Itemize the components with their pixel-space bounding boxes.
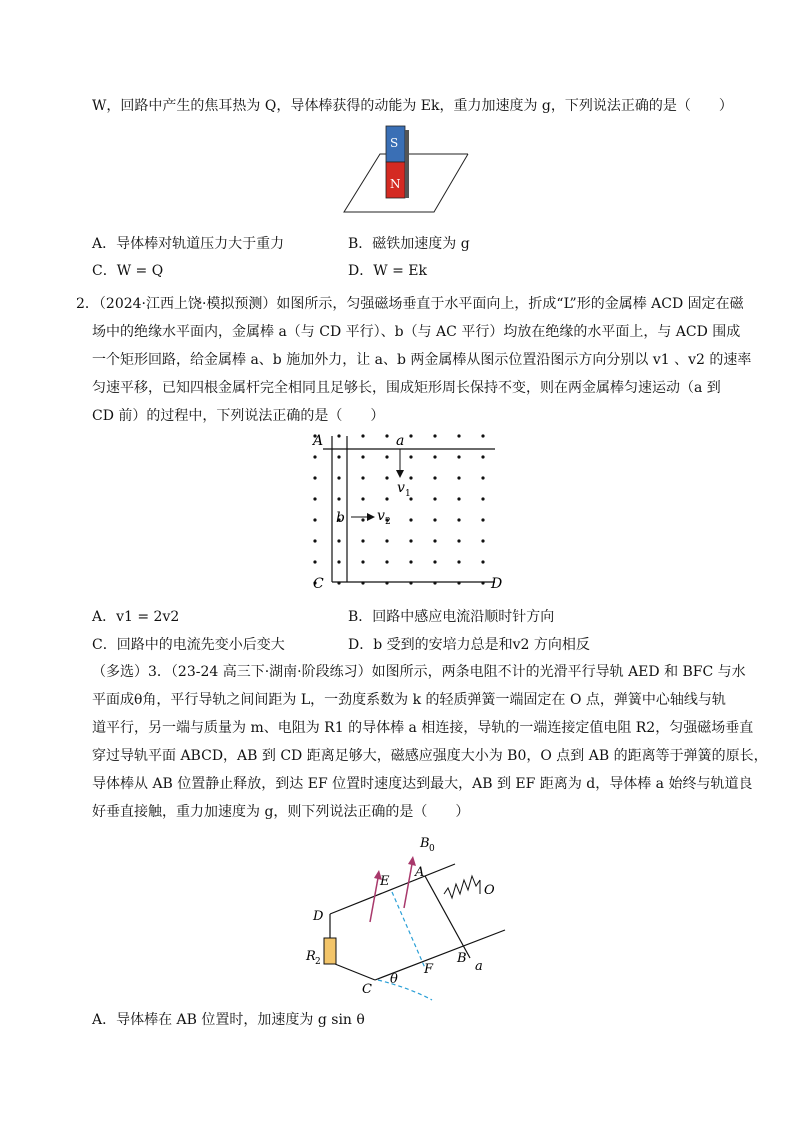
field-dot — [361, 518, 364, 521]
field-dot — [433, 560, 436, 563]
label-b: b — [336, 510, 345, 526]
field-dot — [337, 476, 340, 479]
label-F: F — [424, 962, 434, 977]
field-dot — [433, 455, 436, 458]
label-a: a — [396, 433, 405, 449]
field-dot — [313, 518, 316, 521]
field-dot — [433, 497, 436, 500]
q2-line-2: 场中的绝缘水平面内，金属棒 a（与 CD 平行）、b（与 AC 平行）均放在绝缘的水平面上，与 ACD 围成 — [92, 324, 741, 340]
q3-line-5: 导体棒从 AB 位置静止释放，到达 EF 位置时速度达到最大，AB 到 EF 距离为 d，导体棒 a 始终与轨道良 — [92, 776, 753, 792]
field-dot — [481, 539, 484, 542]
label-theta: θ — [390, 972, 398, 987]
field-dot — [313, 560, 316, 563]
label-v1-sub: 1 — [405, 489, 411, 499]
field-dot — [313, 455, 316, 458]
q1-option-a: A．导体棒对轨道压力大于重力 — [92, 236, 285, 252]
field-dot — [409, 560, 412, 563]
field-dot — [457, 476, 460, 479]
q1-option-d: D．W = Ek — [348, 263, 427, 279]
label-a-rod: a — [475, 959, 483, 974]
q2-option-a: A．v1 = 2v2 — [92, 609, 180, 625]
field-dot — [433, 434, 436, 437]
field-dot — [337, 497, 340, 500]
label-v2: v — [377, 508, 385, 524]
field-dot — [433, 476, 436, 479]
b-field-arrow-1 — [370, 878, 378, 922]
q3-line-6: 好垂直接触，重力加速度为 g，则下列说法正确的是（ ） — [92, 804, 470, 820]
label-C: C — [362, 982, 372, 997]
field-dot — [385, 497, 388, 500]
q2-line-5: CD 前）的过程中，下列说法正确的是（ ） — [92, 408, 385, 424]
label-O: O — [484, 883, 495, 898]
angle-dash — [378, 980, 432, 1000]
field-dot — [385, 434, 388, 437]
field-dot — [409, 539, 412, 542]
label-B0-sub: 0 — [429, 844, 435, 854]
label-A: A — [415, 865, 425, 880]
field-dot — [433, 539, 436, 542]
field-dot — [385, 560, 388, 563]
q2-figure — [305, 428, 515, 600]
spring — [444, 876, 480, 898]
q3-figure — [300, 830, 530, 1002]
q2-line-1: 2．（2024·江西上饶·模拟预测）如图所示，匀强磁场垂直于水平面向上，折成“L”形的金属棒 ACD 固定在磁 — [76, 296, 744, 312]
b-field-arrow-2 — [404, 864, 412, 908]
magnet-n-label: N — [390, 177, 401, 191]
field-dot — [313, 497, 316, 500]
field-dot — [313, 476, 316, 479]
field-dot — [385, 539, 388, 542]
field-dot — [409, 476, 412, 479]
label-B: B — [457, 951, 467, 966]
v1-arrowhead — [396, 470, 404, 478]
label-D: D — [313, 909, 324, 924]
field-dot — [385, 455, 388, 458]
q3-line-4: 穿过导轨平面 ABCD，AB 到 CD 距离足够大，磁感应强度大小为 B0，O 点到 AB 的距离等于弹簧的原长， — [92, 748, 768, 764]
field-dot — [313, 539, 316, 542]
field-dot — [337, 560, 340, 563]
field-dot — [481, 434, 484, 437]
q2-option-c: C．回路中的电流先变小后变大 — [92, 637, 285, 653]
label-v1: v — [397, 480, 405, 496]
q3-line-2: 平面成θ角，平行导轨之间间距为 L，一劲度系数为 k 的轻质弹簧一端固定在 O 点，弹簧中心轴线与轨 — [92, 692, 726, 708]
field-dot — [409, 455, 412, 458]
v2-arrowhead — [367, 513, 375, 521]
field-dot — [409, 434, 412, 437]
q2-option-b: B．回路中感应电流沿顺时针方向 — [348, 609, 555, 625]
field-dot — [457, 434, 460, 437]
q3-line-1: （多选）3．（23-24 高三下·湖南·阶段练习）如图所示，两条电阻不计的光滑平行导轨 AED 和 BFC 与水 — [92, 664, 746, 680]
q3-line-3: 道平行，另一端与质量为 m、电阻为 R1 的导体棒 a 相连接，导轨的一端连接定值电阻 R2，匀强磁场垂直 — [92, 720, 754, 736]
q1-figure — [340, 124, 475, 216]
field-dot — [361, 434, 364, 437]
label-v2-sub: 2 — [385, 517, 391, 527]
label-E: E — [380, 874, 390, 889]
field-dot — [457, 455, 460, 458]
q2-option-d: D．b 受到的安培力总是和v2 方向相反 — [348, 637, 590, 653]
field-dot — [457, 518, 460, 521]
q1-stem-tail: W，回路中产生的焦耳热为 Q，导体棒获得的动能为 Ek，重力加速度为 g，下列说法正确的是（ ） — [92, 98, 733, 114]
field-dot — [361, 560, 364, 563]
field-dot — [481, 497, 484, 500]
rod-ef — [392, 892, 425, 968]
q2-line-4: 匀速平移，已知四根金属杆完全相同且足够长，围成矩形周长保持不变，则在两金属棒匀速运动（a 到 — [92, 380, 721, 396]
field-dot — [361, 455, 364, 458]
field-dot — [337, 434, 340, 437]
label-B0: B — [420, 836, 430, 851]
field-dot — [481, 476, 484, 479]
field-dot — [457, 497, 460, 500]
field-dot — [337, 539, 340, 542]
field-dot — [457, 539, 460, 542]
field-dot — [457, 560, 460, 563]
field-dot — [337, 455, 340, 458]
field-dot — [361, 497, 364, 500]
field-dot — [385, 476, 388, 479]
field-dot — [361, 539, 364, 542]
label-A: A — [313, 433, 324, 449]
field-dot — [409, 518, 412, 521]
q1-option-b: B．磁铁加速度为 g — [348, 236, 470, 252]
magnet-s-label: S — [390, 136, 399, 150]
field-dot — [481, 518, 484, 521]
label-C: C — [313, 576, 324, 592]
q3-option-a: A．导体棒在 AB 位置时，加速度为 g sin θ — [92, 1012, 365, 1028]
field-dot — [481, 560, 484, 563]
q2-line-3: 一个矩形回路，给金属棒 a、b 施加外力，让 a、b 两金属棒从图示位置沿图示方向分别以 v1 、v2 的速率 — [92, 352, 752, 368]
q1-option-c: C．W = Q — [92, 263, 164, 279]
label-D: D — [491, 576, 503, 592]
field-dot — [361, 476, 364, 479]
label-R2: R — [306, 949, 316, 964]
label-R2-sub: 2 — [315, 957, 321, 967]
field-dot — [481, 455, 484, 458]
magnet-side — [405, 130, 409, 198]
field-dot — [433, 518, 436, 521]
rail-acd — [332, 436, 495, 582]
resistor-r2 — [324, 938, 336, 964]
